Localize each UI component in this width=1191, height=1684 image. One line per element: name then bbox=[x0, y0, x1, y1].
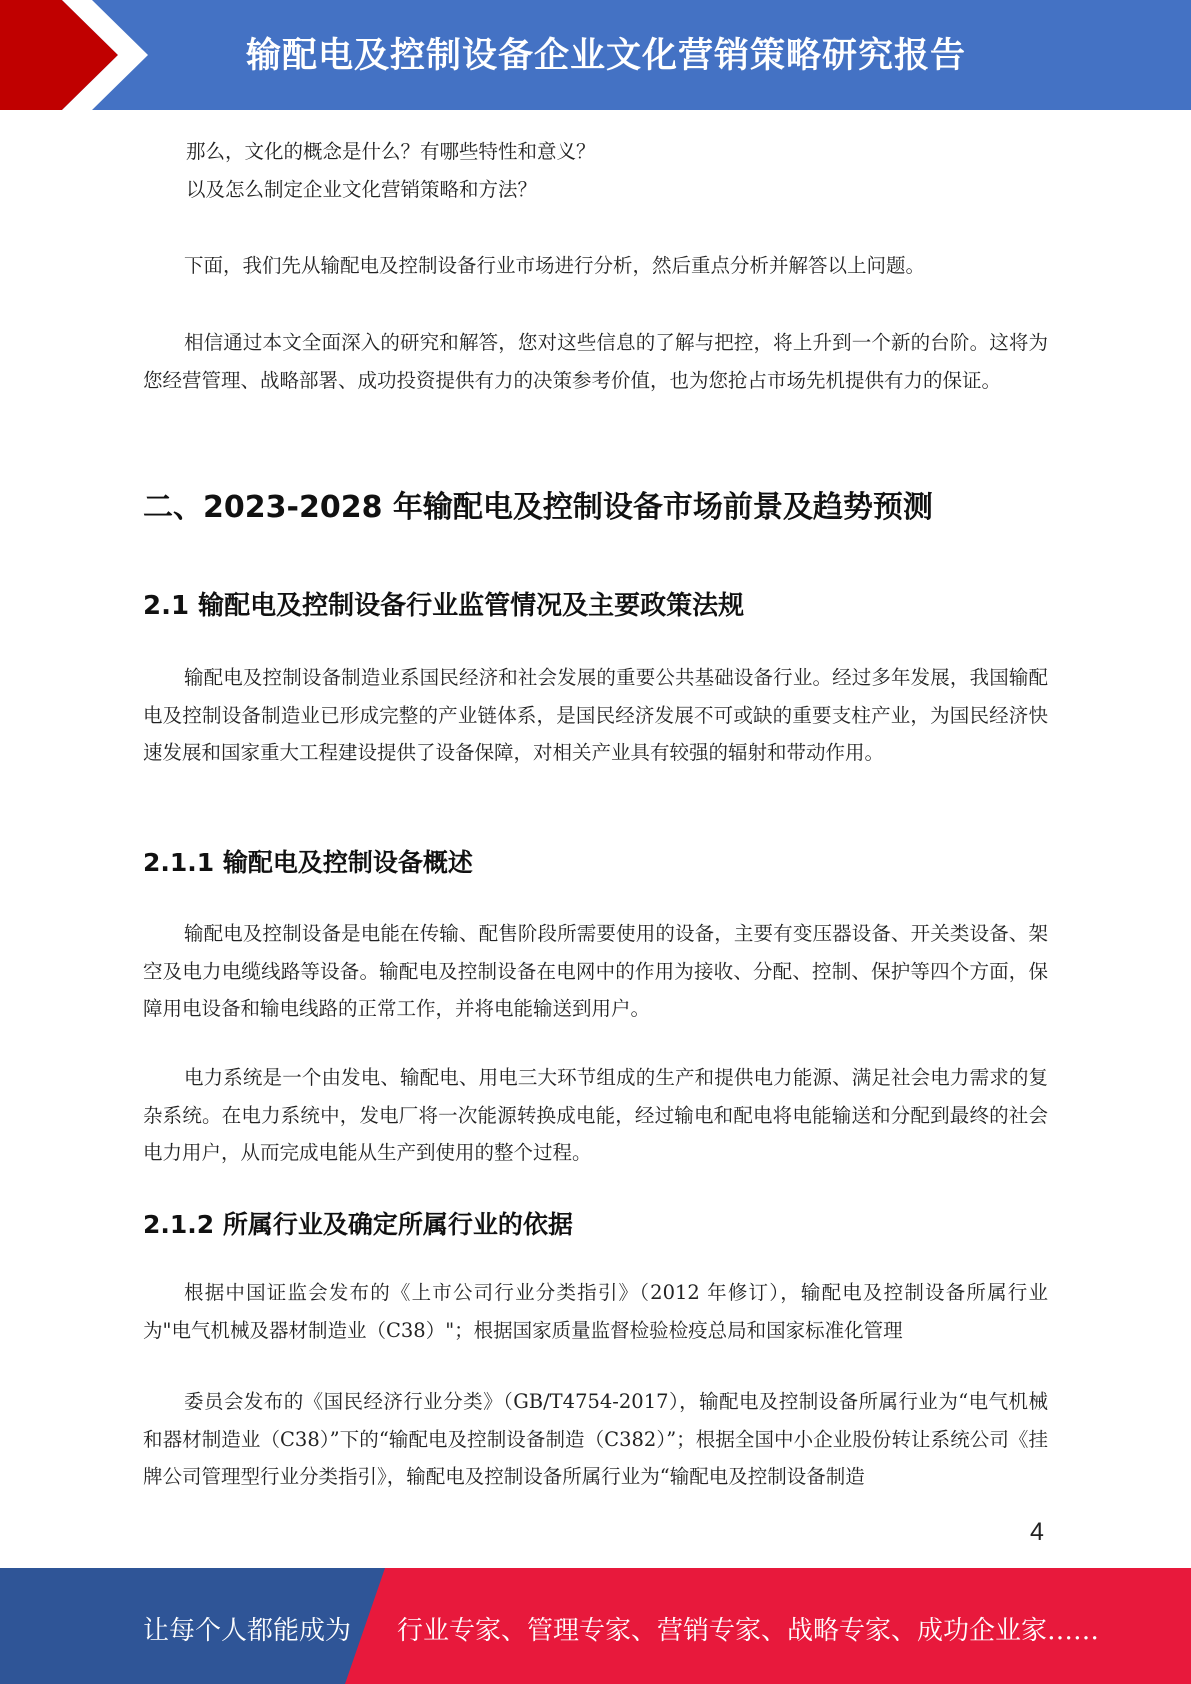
intro-paragraph-1: 下面，我们先从输配电及控制设备行业市场进行分析，然后重点分析并解答以上问题。 bbox=[184, 254, 926, 277]
page-number: 4 bbox=[1030, 1518, 1044, 1546]
section-2-1-paragraph: 输配电及控制设备制造业系国民经济和社会发展的重要公共基础设备行业。经过多年发展，我国输配电及控制设备制造业已形成完整的产业链体系，是国民经济发展不可或缺的重要支柱产业，为国民经济快速发展和国家重大工程建设提供了设备保障，对相关产业具有较强的辐射和带动作用。 bbox=[143, 666, 1048, 764]
page-footer-banner bbox=[0, 1568, 1191, 1684]
intro-paragraph-2: 相信通过本文全面深入的研究和解答，您对这些信息的了解与把控，将上升到一个新的台阶。这将为您经营管理、战略部署、成功投资提供有力的决策参考价值，也为您抢占市场先机提供有力的保证。 bbox=[143, 331, 1048, 392]
section-2-heading: 二、2023-2028 年输配电及控制设备市场前景及趋势预测 bbox=[143, 490, 933, 525]
footer-slogan-right: 行业专家、管理专家、营销专家、战略专家、成功企业家…… bbox=[397, 1616, 1100, 1646]
footer-slogan-left: 让每个人都能成为 bbox=[143, 1616, 352, 1646]
report-title: 输配电及控制设备企业文化营销策略研究报告 bbox=[246, 36, 967, 76]
section-2-1-2-paragraph-2: 委员会发布的《国民经济行业分类》（GB/T4754-2017），输配电及控制设备所属行业为“电气机械和器材制造业（C38）”下的“输配电及控制设备制造（C382）”；根据全国中小企业股份转让系统公司《挂牌公司管理型行业分类指引》，输配电及控制设备所属行业为“输配电及控制设备制造 bbox=[143, 1390, 1048, 1488]
intro-question-1: 那么，文化的概念是什么？有哪些特性和意义？ bbox=[186, 140, 596, 163]
page-header-banner bbox=[0, 0, 1191, 110]
section-2-1-heading: 2.1 输配电及控制设备行业监管情况及主要政策法规 bbox=[143, 591, 745, 621]
section-2-1-2-heading: 2.1.2 所属行业及确定所属行业的依据 bbox=[143, 1210, 573, 1239]
section-2-1-2-paragraph-1: 根据中国证监会发布的《上市公司行业分类指引》（2012 年修订），输配电及控制设备所属行业为"电气机械及器材制造业（C38）"；根据国家质量监督检验检疫总局和国家标准化管理 bbox=[143, 1281, 1048, 1342]
section-2-1-1-paragraph-2: 电力系统是一个由发电、输配电、用电三大环节组成的生产和提供电力能源、满足社会电力需求的复杂系统。在电力系统中，发电厂将一次能源转换成电能，经过输电和配电将电能输送和分配到最终的社会电力用户，从而完成电能从生产到使用的整个过程。 bbox=[143, 1066, 1048, 1164]
section-2-1-1-paragraph-1: 输配电及控制设备是电能在传输、配售阶段所需要使用的设备，主要有变压器设备、开关类设备、架空及电力电缆线路等设备。输配电及控制设备在电网中的作用为接收、分配、控制、保护等四个方面，保障用电设备和输电线路的正常工作，并将电能输送到用户。 bbox=[143, 922, 1048, 1020]
header-arrow-decoration bbox=[0, 0, 160, 110]
intro-question-2: 以及怎么制定企业文化营销策略和方法？ bbox=[186, 178, 538, 201]
section-2-1-1-heading: 2.1.1 输配电及控制设备概述 bbox=[143, 848, 473, 877]
